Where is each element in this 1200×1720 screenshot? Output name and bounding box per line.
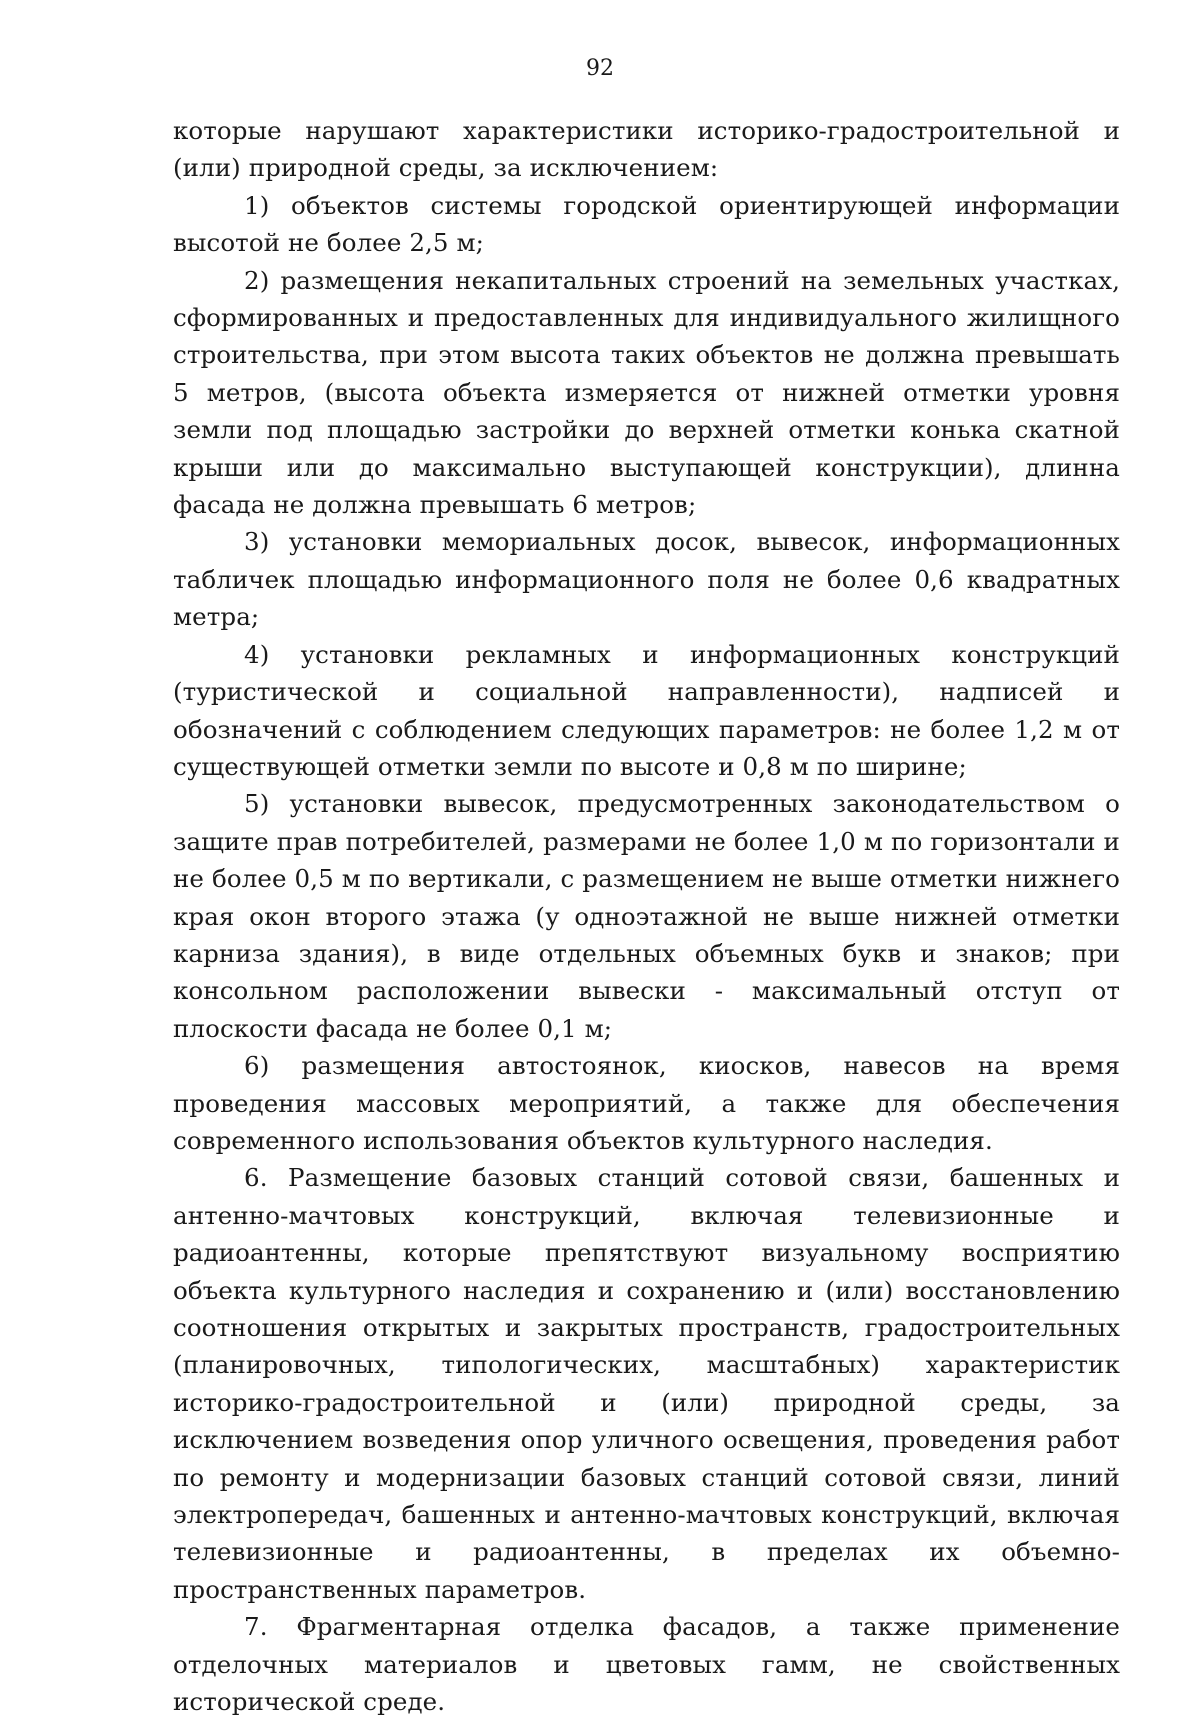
- paragraph-continuation: которые нарушают характеристики историко-градостроительной и (или) природной среды, за исключением:: [173, 116, 1120, 183]
- document-body: [173, 112, 1120, 1720]
- page-number: 92: [586, 56, 614, 81]
- list-item-4: 4) установки рекламных и информационных конструкций (туристической и социальной направленности), надписей и обозначений с соблюдением следующих параметров: не более 1,2 м от существующей отметки земли по высоте и 0,8 м по ширине;: [173, 639, 1120, 781]
- list-item-6: 6) размещения автостоянок, киосков, навесов на время проведения массовых мероприятий, а также для обеспечения современного использования объектов культурного наследия.: [173, 1051, 1120, 1155]
- clause-7: 7. Фрагментарная отделка фасадов, а также применение отделочных материалов и цветовых гамм, не свойственных исторической среде.: [173, 1612, 1120, 1717]
- list-item-3: 3) установки мемориальных досок, вывесок, информационных табличек площадью информационного поля не более 0,6 квадратных метра;: [173, 527, 1120, 632]
- clause-6: 6. Размещение базовых станций сотовой связи, башенных и антенно-мачтовых конструкций, включая телевизионные и радиоантенны, которые препятствуют визуальному восприятию объекта культурного наследия и сохранению и (или) восстановлению соотношения открытых и закрытых пространств, градостроительных (планировочных, типологических, масштабных) характеристик историко-градостроительной и (или) природной среды, за исключением возведения опор уличного освещения, проведения работ по ремонту и модернизации базовых станций сотовой связи, линий электропередач, башенных и антенно-мачтовых конструкций, включая телевизионные и радиоантенны, в пределах их объемно- пространственных параметров.: [173, 1163, 1120, 1604]
- list-item-2: 2) размещения некапитальных строений на земельных участках, сформированных и предоставленных для индивидуального жилищного строительства, при этом высота таких объектов не должна превышать 5 метров, (высота объекта измеряется от нижней отметки уровня земли под площадью застройки до верхней отметки конька скатной крыши или до максимально выступающей конструкции), длинна фасада не должна превышать 6 метров;: [173, 265, 1120, 520]
- list-item-5: 5) установки вывесок, предусмотренных законодательством о защите прав потребителей, размерами не более 1,0 м по горизонтали и не более 0,5 м по вертикали, с размещением не выше отметки нижнего края окон второго этажа (у одноэтажной не выше нижней отметки карниза здания), в виде отдельных объемных букв и знаков; при консольном расположении вывески - максимальный отступ от плоскости фасада не более 0,1 м;: [173, 789, 1120, 1043]
- list-item-1: 1) объектов системы городской ориентирующей информации высотой не более 2,5 м;: [173, 190, 1120, 258]
